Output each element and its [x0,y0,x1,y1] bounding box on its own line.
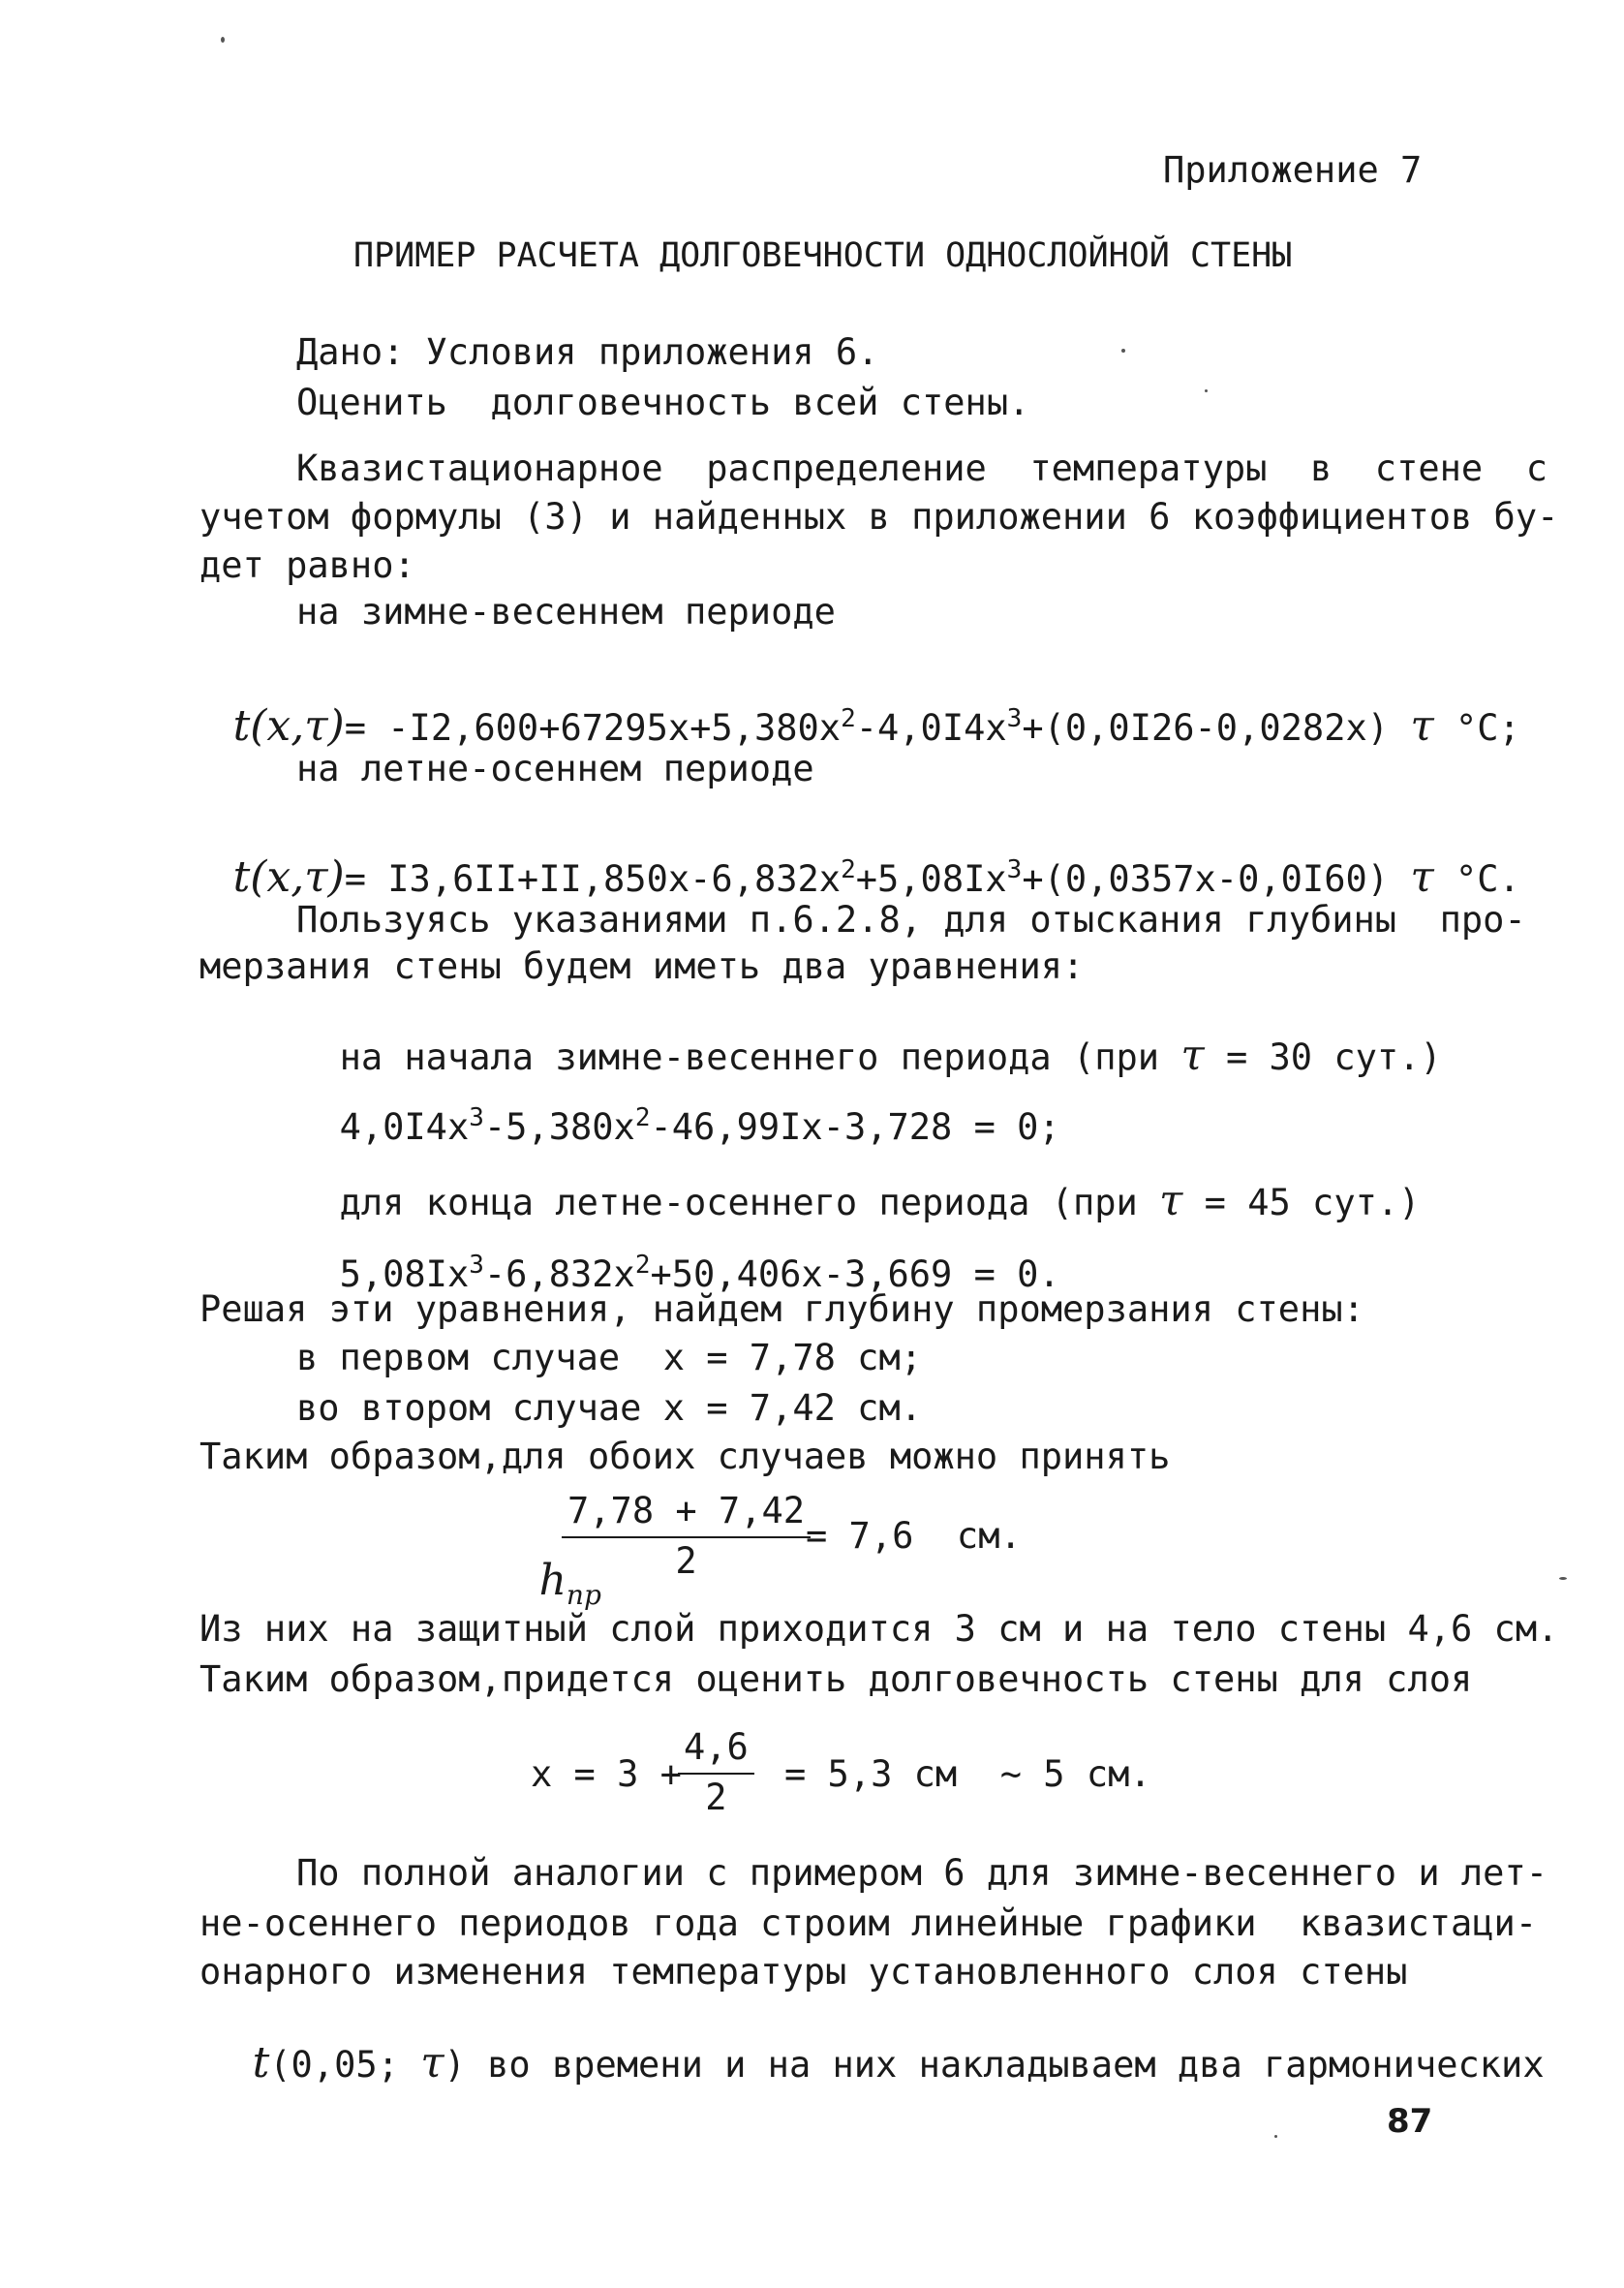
equation-1 [296,1064,1060,1149]
formula-x-numerator: 4,6 [678,1728,754,1775]
scan-speck [1274,2135,1277,2138]
formula-h-numerator: 7,78 + 7,42 [562,1492,811,1538]
solve-line-3: во втором случае x = 7,42 см. [296,1387,923,1429]
eq1-part-a: 4,0I4x [339,1106,470,1148]
tau-symbol: τ [1159,1176,1183,1225]
h-letter: h [538,1556,567,1605]
solve-line-4: Таким образом,для обоих случаев можно принять [199,1436,1171,1477]
eq2-part-c: +50,406x-3,669 = 0. [650,1253,1060,1295]
eq2-exp-3: 3 [469,1251,484,1280]
scan-speck [1559,1577,1567,1580]
summer-unit: °С. [1455,858,1520,900]
summer-eq-part-b: +5,08Ix [855,858,1007,900]
layer-line-1: Из них на защитный слой приходится 3 см и на тело стены 4,6 см. [199,1608,1559,1650]
method-line-4-value: = 45 сут.) [1182,1182,1421,1223]
method-line-3-value: = 30 сут.) [1204,1036,1442,1078]
eq2-part-b: -6,832x [483,1253,635,1295]
summer-exp-2: 2 [841,855,856,884]
page-title: ПРИМЕР РАСЧЕТА ДОЛГОВЕЧНОСТИ ОДНОСЛОЙНОЙ СТЕНЫ [353,236,1293,275]
final-line-1: По полной аналогии с примером 6 для зимне-весеннего и лет- [296,1852,1548,1894]
eq2-part-a: 5,08Ix [339,1253,470,1295]
appendix-label: Приложение 7 [1163,149,1423,191]
final-line-2: не-осеннего периодов года строим линейные графики квазистаци- [199,1902,1538,1944]
winter-unit: °С; [1455,707,1520,749]
winter-label: на зимне-весеннем периоде [296,591,836,633]
winter-eq-part-b: -4,0I4x [855,707,1007,749]
scan-speck [221,37,225,43]
eq2-exp-2: 2 [634,1251,651,1280]
final-line-3: онарного изменения температуры установленного слоя стены [199,1951,1408,1993]
method-line-2: мерзания стены будем иметь два уравнения: [199,945,1085,987]
method-line-1: Пользуясь указаниями п.6.2.8, для отыскания глубины про- [296,899,1526,941]
final-line-4 [209,1999,1545,2087]
summer-exp-3: 3 [1006,855,1023,884]
eq1-part-c: -46,99Ix-3,728 = 0; [650,1106,1060,1148]
formula-h-denominator: 2 [675,1540,697,1582]
summer-eq-part-a: = I3,6II+II,850x-6,832x [344,858,842,900]
page-number: 87 [1387,2102,1433,2141]
formula-x-result: = 5,3 см ~ 5 см. [784,1753,1151,1795]
formula-h-fraction [562,1492,811,1581]
summer-eq-part-c: +(0,0357x-0,0I60) [1022,858,1390,900]
winter-tau: τ [1410,701,1434,751]
final-t-letter: t [252,2038,270,2087]
formula-x-fraction [678,1728,754,1817]
eq1-exp-2: 2 [634,1103,651,1132]
given-line-1: Дано: Условия приложения 6. [296,331,879,373]
winter-eq-part-c: +(0,0I26-0,0282x) [1022,707,1390,749]
formula-x-lhs: x = 3 + [531,1753,682,1795]
layer-line-2: Таким образом,придется оценить долговечность стены для слоя [199,1658,1473,1700]
winter-lhs: t(x,τ) [232,701,345,751]
winter-exp-2: 2 [841,704,856,733]
winter-exp-3: 3 [1006,704,1023,733]
intro-line-1: Квазистационарное распределение температуры в стене с [296,448,1548,489]
solve-line-1: Решая эти уравнения, найдем глубину промерзания стены: [199,1288,1364,1330]
intro-line-3: дет равно: [199,544,415,586]
final-line-4-text: ) во времени и на них накладываем два гармонических [444,2044,1545,2086]
scan-speck [1121,349,1125,353]
summer-label: на летне-осеннем периоде [296,748,814,789]
summer-lhs: t(x,τ) [232,852,345,902]
h-subscript: пр [566,1579,601,1611]
given-line-2: Оценить долговечность всей стены. [296,382,1030,423]
final-tau: τ [420,2038,444,2087]
intro-line-2: учетом формулы (3) и найденных в приложении 6 коэффициентов бу- [199,496,1559,538]
summer-tau: τ [1410,852,1434,902]
solve-line-2: в первом случае x = 7,78 см; [296,1337,923,1378]
formula-x-denominator: 2 [705,1777,727,1818]
eq1-part-b: -5,380x [483,1106,635,1148]
eq1-exp-3: 3 [469,1103,484,1132]
winter-equation [190,663,1520,750]
final-t-args: (0,05; [269,2044,421,2086]
method-line-4-text: для конца летне-осеннего периода (при [339,1182,1160,1223]
formula-h-result: = 7,6 см. [806,1515,1022,1557]
equation-2 [296,1211,1060,1296]
winter-eq-part-a: = -I2,600+67295x+5,380x [344,707,842,749]
method-line-3-text: на начала зимне-весеннего периода (при [339,1036,1181,1078]
tau-symbol: τ [1180,1031,1205,1080]
scan-speck [1205,389,1208,392]
summer-equation [190,814,1520,901]
